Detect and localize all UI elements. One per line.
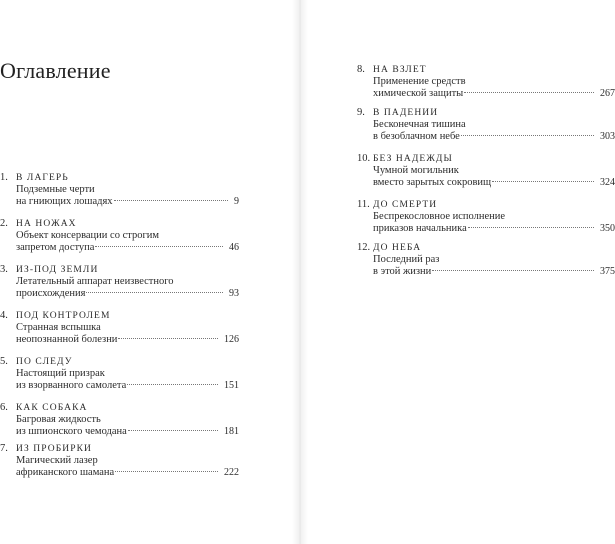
chapter-subtitle-last-line: [0, 467, 239, 479]
chapter-subtitle-line: Багровая жидкость: [16, 414, 101, 425]
toc-entry[interactable]: [357, 199, 615, 235]
chapter-subtitle-last-line: [0, 242, 239, 254]
toc-entry[interactable]: [357, 64, 615, 100]
toc-entry-heading: [357, 199, 607, 211]
page-number: 267: [600, 88, 615, 99]
chapter-number: 1.: [0, 172, 8, 183]
page-title: Оглавление: [0, 58, 111, 83]
chapter-subtitle-line: Магический лазер: [16, 455, 98, 466]
chapter-subtitle-line: химической защиты: [373, 88, 464, 99]
chapter-title: НА НОЖАХ: [16, 219, 77, 229]
toc-entry[interactable]: [357, 242, 615, 278]
chapter-subtitle-line: неопознанной болезни: [16, 334, 118, 345]
chapter-title: ПО СЛЕДУ: [16, 357, 73, 367]
page-number: 9: [234, 196, 239, 207]
page-number: 303: [600, 131, 615, 142]
toc-entry-heading: [0, 172, 250, 184]
chapter-subtitle-line: Бесконечная тишина: [373, 119, 466, 130]
chapter-subtitle-last-line: [357, 131, 615, 143]
chapter-subtitle-line: Применение средств: [373, 76, 466, 87]
chapter-title: ДО СМЕРТИ: [373, 200, 438, 210]
chapter-subtitle-last-line: [0, 288, 239, 300]
chapter-subtitle-line: Объект консервации со строгим: [16, 230, 160, 241]
chapter-subtitle-last-line: [357, 223, 615, 235]
chapter-title: КАК СОБАКА: [16, 403, 88, 413]
chapter-number: 4.: [0, 310, 8, 321]
toc-entry-heading: [0, 356, 250, 368]
dot-leader: [114, 200, 228, 201]
chapter-subtitle-line: запретом доступа: [16, 242, 95, 253]
dot-leader: [128, 430, 218, 431]
dot-leader: [115, 471, 218, 472]
chapter-number: 11.: [357, 199, 370, 210]
chapter-subtitle-last-line: [0, 426, 239, 438]
chapter-subtitle-line: вместо зарытых сокровищ: [373, 177, 492, 188]
page-number: 126: [224, 334, 239, 345]
chapter-subtitle-line: африканского шамана: [16, 467, 115, 478]
toc-entry[interactable]: [0, 356, 250, 392]
chapter-subtitle-line: на гниющих лошадях: [16, 196, 113, 207]
chapter-title: ДО НЕБА: [373, 243, 422, 253]
chapter-title: НА ВЗЛЕТ: [373, 65, 427, 75]
chapter-number: 6.: [0, 402, 8, 413]
chapter-subtitle-line: Последний раз: [373, 254, 440, 265]
chapter-subtitle-line: Странная вспышка: [16, 322, 101, 333]
toc-entry-heading: [0, 218, 250, 230]
chapter-subtitle-last-line: [357, 177, 615, 189]
toc-entry-heading: [357, 64, 607, 76]
chapter-number: 12.: [357, 242, 371, 253]
toc-entry[interactable]: [357, 153, 615, 189]
toc-entry[interactable]: [0, 172, 250, 208]
dot-leader: [86, 292, 223, 293]
toc-entry[interactable]: [0, 443, 250, 479]
page-number: 324: [600, 177, 615, 188]
chapter-title: ИЗ-ПОД ЗЕМЛИ: [16, 265, 99, 275]
toc-entry-heading: [0, 264, 250, 276]
chapter-subtitle-line: Летательный аппарат неизвестного: [16, 276, 174, 287]
dot-leader: [464, 92, 594, 93]
chapter-subtitle-last-line: [0, 380, 239, 392]
chapter-number: 10.: [357, 153, 371, 164]
page-number: 375: [600, 266, 615, 277]
chapter-title: ИЗ ПРОБИРКИ: [16, 444, 93, 454]
toc-entry-heading: [0, 310, 250, 322]
toc-entry[interactable]: [0, 218, 250, 254]
chapter-subtitle-line: Настоящий призрак: [16, 368, 105, 379]
toc-entry-heading: [357, 153, 607, 165]
dot-leader: [95, 246, 223, 247]
chapter-subtitle-last-line: [0, 196, 239, 208]
toc-entry-heading: [0, 402, 250, 414]
chapter-number: 8.: [357, 64, 365, 75]
toc-entry-heading: [0, 443, 250, 455]
chapter-subtitle-line: Беспрекословное исполнение: [373, 211, 506, 222]
chapter-number: 7.: [0, 443, 8, 454]
chapter-number: 5.: [0, 356, 8, 367]
chapter-subtitle-line: происхождения: [16, 288, 86, 299]
page-number: 350: [600, 223, 615, 234]
toc-entry[interactable]: [0, 264, 250, 300]
right-page: [300, 0, 615, 544]
toc-entry-heading: [357, 107, 607, 119]
toc-entry[interactable]: [0, 402, 250, 438]
page-number: 46: [229, 242, 239, 253]
chapter-subtitle-last-line: [357, 266, 615, 278]
page-number: 181: [224, 426, 239, 437]
chapter-title: В ПАДЕНИИ: [373, 108, 439, 118]
chapter-subtitle-line: из взорванного самолета: [16, 380, 127, 391]
chapter-subtitle-line: приказов начальника: [373, 223, 467, 234]
toc-entry-heading: [357, 242, 607, 254]
chapter-subtitle-line: в этой жизни: [373, 266, 432, 277]
chapter-title: БЕЗ НАДЕЖДЫ: [373, 154, 453, 164]
chapter-number: 3.: [0, 264, 8, 275]
toc-entry[interactable]: [357, 107, 615, 143]
dot-leader: [461, 135, 594, 136]
chapter-subtitle-line: в безоблачном небе: [373, 131, 460, 142]
chapter-subtitle-line: из шпионского чемодана: [16, 426, 127, 437]
page-number: 93: [229, 288, 239, 299]
chapter-subtitle-last-line: [357, 88, 615, 100]
left-page: [0, 0, 300, 544]
chapter-number: 9.: [357, 107, 365, 118]
chapter-title: ПОД КОНТРОЛЕМ: [16, 311, 111, 321]
chapter-number: 2.: [0, 218, 8, 229]
chapter-subtitle-line: Чумной могильник: [373, 165, 459, 176]
page-number: 222: [224, 467, 239, 478]
dot-leader: [118, 338, 218, 339]
chapter-subtitle-line: Подземные черти: [16, 184, 95, 195]
dot-leader: [432, 270, 594, 271]
page-number: 151: [224, 380, 239, 391]
chapter-subtitle-last-line: [0, 334, 239, 346]
dot-leader: [468, 227, 594, 228]
dot-leader: [127, 384, 218, 385]
chapter-title: В ЛАГЕРЬ: [16, 173, 69, 183]
toc-entry[interactable]: [0, 310, 250, 346]
dot-leader: [492, 181, 594, 182]
